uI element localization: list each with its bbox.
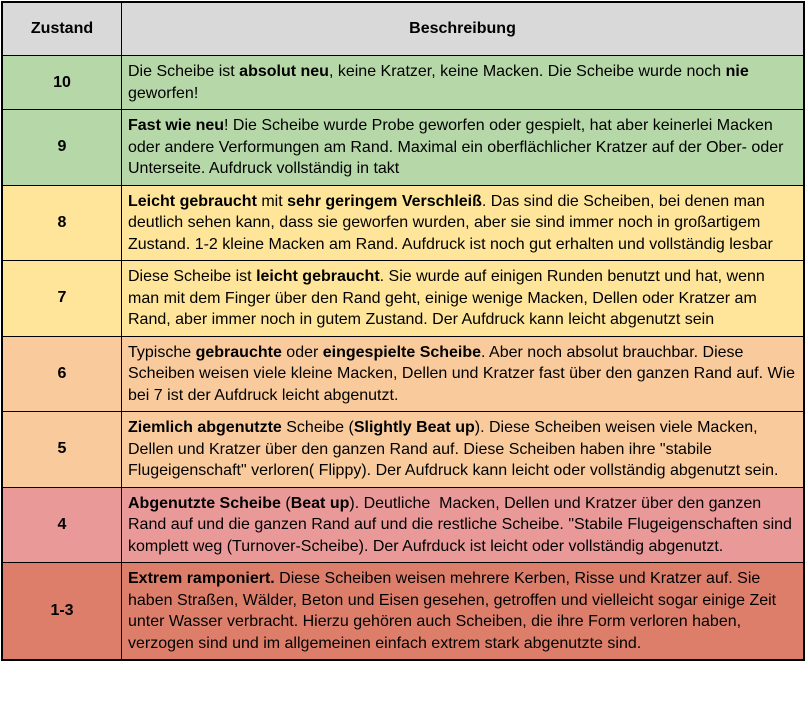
description-text: ). Diese Scheiben weisen viele Macken, Dellen und Kratzer über den ganzen Rand auf. Diese Scheiben haben ihre "stabile Flugeigenschaft" verloren( Flippy). Der Aufdruck kann leicht oder vollständig abgenutzt sein. <box>128 419 779 479</box>
description-bold-text: Abgenutzte Scheibe <box>128 494 281 512</box>
zustand-cell: 10 <box>2 56 122 110</box>
description-text: , keine Kratzer, keine Macken. Die Scheibe wurde noch <box>328 63 726 80</box>
beschreibung-cell <box>122 110 805 186</box>
beschreibung-cell <box>122 563 805 661</box>
header-row <box>2 2 804 56</box>
description-text: Diese Scheibe ist <box>128 268 257 285</box>
disc-condition-table <box>1 1 805 661</box>
description-text: oder <box>281 343 323 361</box>
zustand-cell: 8 <box>2 185 122 261</box>
description-bold-text: Leicht gebraucht <box>128 192 257 210</box>
beschreibung-cell <box>122 185 805 261</box>
beschreibung-cell <box>122 412 805 488</box>
beschreibung-cell <box>122 56 805 110</box>
table-row <box>2 336 804 412</box>
table-header <box>2 2 804 56</box>
table-row <box>2 56 804 110</box>
description-bold-text: sehr geringem Verschleiß <box>287 192 482 210</box>
description-text: Diese Scheiben weisen mehrere Kerben, Risse und Kratzer auf. Sie haben Straßen, Wälder, Beton und Eisen gesehen, getroffen und vielleicht sogar einige Zeit unter Wasser verbracht. Hierzu gehören auch Scheiben, die ihre Form verloren haben, verzogen sind und im allgemeinen einfach extrem stark abgenutzte sind. <box>128 570 781 652</box>
description-bold-text: leicht gebraucht <box>256 268 380 285</box>
table-row <box>2 487 804 563</box>
description-text: mit <box>256 192 288 210</box>
zustand-cell: 9 <box>2 110 122 186</box>
beschreibung-cell <box>122 487 805 563</box>
table-row <box>2 261 804 337</box>
beschreibung-cell <box>122 336 805 412</box>
description-text: . Das sind die Scheiben, bei denen man deutlich sehen kann, dass sie geworfen wurden, aber sie sind immer noch in großartigem Zustand. 1-2 kleine Macken am Rand. Aufdruck ist noch gut erhalten und vollständig lesbar <box>128 192 773 253</box>
description-text: . Sie wurde auf einigen Runden benutzt und hat, wenn man mit dem Finger über den Rand geht, einige wenige Macken, Dellen oder Kratzer am Rand, aber immer noch in gutem Zustand. Der Aufdruck kann leicht abgenutzt sein <box>128 268 770 328</box>
description-bold-text: Ziemlich abgenutzte <box>128 419 282 436</box>
description-text: Scheibe ( <box>281 419 354 436</box>
description-text: geworfen! <box>128 63 754 102</box>
description-text: ( <box>280 494 291 512</box>
description-bold-text: eingespielte Scheibe <box>322 343 482 361</box>
zustand-cell: 1-3 <box>2 563 122 661</box>
description-bold-text: absolut neu <box>239 63 329 80</box>
description-text: ). Deutliche Macken, Dellen und Kratzer über den ganzen Rand auf und die ganzen Rand auf und die restliche Scheibe. "Stabile Flugeigenschaften sind komplett weg (Turnover-Scheibe). Der Aufrduck ist leicht oder vollständig abgenutzt. <box>128 494 797 555</box>
zustand-cell: 7 <box>2 261 122 337</box>
beschreibung-cell <box>122 261 805 337</box>
description-text: Die Scheibe ist <box>128 63 240 80</box>
table-row <box>2 185 804 261</box>
column-header-beschreibung: Beschreibung <box>122 2 805 56</box>
description-bold-text: Beat up <box>290 494 350 512</box>
column-header-zustand: Zustand <box>2 2 122 56</box>
table-body <box>2 56 804 661</box>
description-bold-text: Extrem ramponiert. <box>128 570 275 587</box>
description-bold-text: Fast wie neu <box>128 117 225 134</box>
zustand-cell: 5 <box>2 412 122 488</box>
description-bold-text: gebrauchte <box>195 343 282 361</box>
description-text: Typische <box>128 343 196 361</box>
description-text: . Aber noch absolut brauchbar. Diese Scheiben weisen viele kleine Macken, Dellen und Kratzer fast über den ganzen Rand auf. Wie bei 7 ist der Aufdruck leicht abgenutzt. <box>128 343 800 404</box>
description-bold-text: nie <box>725 63 749 80</box>
table-row <box>2 563 804 661</box>
description-text: ! Die Scheibe wurde Probe geworfen oder gespielt, hat aber keinerlei Macken oder andere Verformungen am Rand. Maximal ein oberflächlicher Kratzer auf der Ober- oder Unterseite. Aufdruck vollständig in takt <box>128 117 788 177</box>
description-bold-text: Slightly Beat up <box>353 419 475 436</box>
table-row <box>2 110 804 186</box>
zustand-cell: 6 <box>2 336 122 412</box>
table-row <box>2 412 804 488</box>
zustand-cell: 4 <box>2 487 122 563</box>
